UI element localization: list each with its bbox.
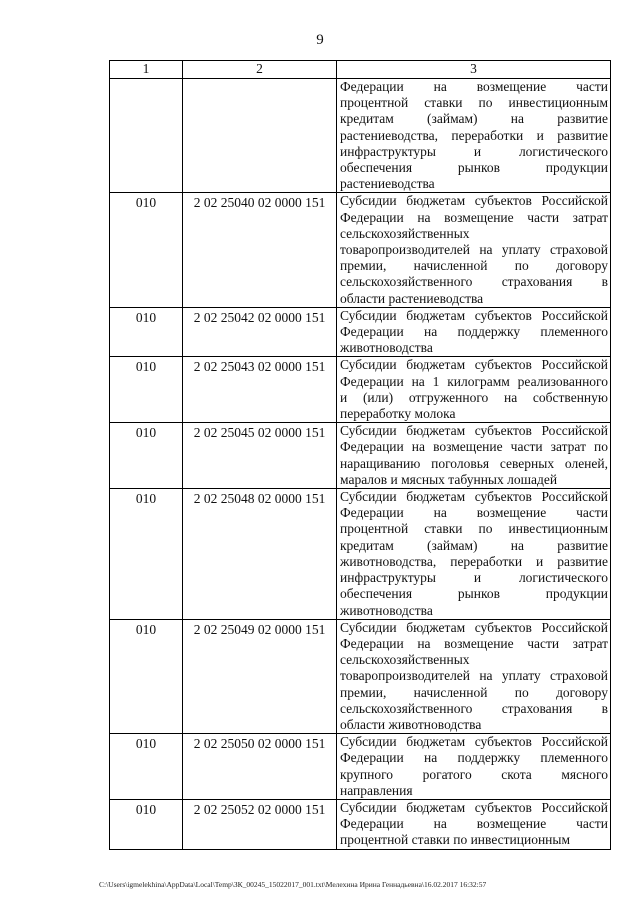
description-line: обеспечения рынков продукции bbox=[340, 160, 608, 176]
description-line: Федерации на возмещение части затрат bbox=[340, 635, 608, 651]
budget-code-cell: 2 02 25048 02 0000 151 bbox=[183, 489, 337, 620]
admin-code-cell: 010 bbox=[110, 423, 183, 489]
description-cell bbox=[337, 193, 611, 307]
description-cell bbox=[337, 619, 611, 733]
description-line: сельскохозяйственного страхования в bbox=[340, 274, 608, 290]
description-line: маралов и мясных табунных лошадей bbox=[340, 471, 558, 487]
budget-code-cell: 2 02 25049 02 0000 151 bbox=[183, 619, 337, 733]
description-line: растениеводства bbox=[340, 176, 435, 192]
admin-code-cell: 010 bbox=[110, 619, 183, 733]
description-line: Субсидии бюджетам субъектов Российской bbox=[340, 307, 608, 323]
description-line: Субсидии бюджетам субъектов Российской bbox=[340, 619, 608, 635]
admin-code-cell: 010 bbox=[110, 193, 183, 307]
column-header-1: 1 bbox=[110, 61, 183, 79]
admin-code-cell: 010 bbox=[110, 357, 183, 423]
budget-code-cell: 2 02 25040 02 0000 151 bbox=[183, 193, 337, 307]
description-line: премии, начисленной по договору bbox=[340, 258, 608, 274]
description-line: животноводства, переработки и развитие bbox=[340, 553, 608, 569]
description-line: животноводства bbox=[340, 340, 433, 356]
description-line: товаропроизводителей на уплату страховой bbox=[340, 668, 608, 684]
description-line: кредитам (займам) на развитие bbox=[340, 537, 608, 553]
description-line: премии, начисленной по договору bbox=[340, 684, 608, 700]
description-line: направления bbox=[340, 782, 413, 798]
description-line: процентной ставки по инвестиционным bbox=[340, 521, 608, 537]
table-row bbox=[110, 79, 611, 193]
budget-code-cell: 2 02 25042 02 0000 151 bbox=[183, 307, 337, 357]
description-line: Федерации на возмещение части bbox=[340, 816, 608, 832]
budget-code-cell bbox=[183, 79, 337, 193]
budget-code-cell: 2 02 25052 02 0000 151 bbox=[183, 799, 337, 849]
description-line: Федерации на поддержку племенного bbox=[340, 324, 608, 340]
description-line: процентной ставки по инвестиционным bbox=[340, 832, 571, 848]
description-line: Субсидии бюджетам субъектов Российской bbox=[340, 489, 608, 505]
table-row bbox=[110, 193, 611, 307]
budget-code-cell: 2 02 25043 02 0000 151 bbox=[183, 357, 337, 423]
description-cell bbox=[337, 79, 611, 193]
description-line: Федерации на 1 килограмм реализованного bbox=[340, 373, 608, 389]
description-line: Федерации на возмещение части bbox=[340, 505, 608, 521]
budget-code-cell: 2 02 25050 02 0000 151 bbox=[183, 734, 337, 800]
admin-code-cell: 010 bbox=[110, 489, 183, 620]
description-cell bbox=[337, 799, 611, 849]
description-line: процентной ставки по инвестиционным bbox=[340, 95, 608, 111]
description-line: Федерации на возмещение части затрат bbox=[340, 209, 608, 225]
description-line: животноводства bbox=[340, 602, 433, 618]
page-number: 9 bbox=[316, 32, 324, 48]
budget-code-cell: 2 02 25045 02 0000 151 bbox=[183, 423, 337, 489]
column-header-2: 2 bbox=[183, 61, 337, 79]
description-line: растениеводства, переработки и развитие bbox=[340, 127, 608, 143]
description-line: Субсидии бюджетам субъектов Российской bbox=[340, 423, 608, 439]
description-line: сельскохозяйственного страхования в bbox=[340, 700, 608, 716]
description-cell bbox=[337, 423, 611, 489]
description-line: обеспечения рынков продукции bbox=[340, 586, 608, 602]
description-line: Федерации на возмещение части bbox=[340, 79, 608, 94]
description-line: кредитам (займам) на развитие bbox=[340, 111, 608, 127]
description-line: Субсидии бюджетам субъектов Российской bbox=[340, 799, 608, 815]
description-line: Субсидии бюджетам субъектов Российской bbox=[340, 357, 608, 373]
description-line: товаропроизводителей на уплату страховой bbox=[340, 242, 608, 258]
description-cell bbox=[337, 307, 611, 357]
table-row bbox=[110, 307, 611, 357]
admin-code-cell: 010 bbox=[110, 734, 183, 800]
budget-codes-table bbox=[109, 60, 611, 850]
table-row bbox=[110, 357, 611, 423]
description-line: наращиванию поголовья северных оленей, bbox=[340, 455, 608, 471]
description-line: переработку молока bbox=[340, 406, 456, 422]
description-line: области животноводства bbox=[340, 716, 482, 732]
table-row bbox=[110, 619, 611, 733]
description-line: и (или) отгруженного на собственную bbox=[340, 389, 608, 405]
description-line: Федерации на поддержку племенного bbox=[340, 750, 608, 766]
table-row bbox=[110, 423, 611, 489]
description-line: крупного рогатого скота мясного bbox=[340, 766, 608, 782]
description-line: инфраструктуры и логистического bbox=[340, 570, 608, 586]
table-body bbox=[110, 79, 611, 850]
description-cell bbox=[337, 489, 611, 620]
admin-code-cell: 010 bbox=[110, 799, 183, 849]
admin-code-cell: 010 bbox=[110, 307, 183, 357]
description-line: Субсидии бюджетам субъектов Российской bbox=[340, 734, 608, 750]
description-line: Федерации на возмещение части затрат по bbox=[340, 439, 608, 455]
description-line: сельскохозяйственных bbox=[340, 225, 470, 241]
description-line: сельскохозяйственных bbox=[340, 652, 470, 668]
table-row bbox=[110, 489, 611, 620]
description-line: области растениеводства bbox=[340, 290, 484, 306]
description-cell bbox=[337, 734, 611, 800]
description-cell bbox=[337, 357, 611, 423]
table-row bbox=[110, 734, 611, 800]
description-line: Субсидии бюджетам субъектов Российской bbox=[340, 193, 608, 209]
description-line: инфраструктуры и логистического bbox=[340, 143, 608, 159]
table-header-row bbox=[110, 61, 611, 79]
column-header-3: 3 bbox=[337, 61, 611, 79]
file-path-footer: C:\Users\igmelekhina\AppData\Local\Temp\ЗК_00245_15022017_001.txt\Мелехина Ирина Геннадьевна\16.02.2017 16:32:57 bbox=[99, 880, 487, 889]
table-row bbox=[110, 799, 611, 849]
admin-code-cell bbox=[110, 79, 183, 193]
